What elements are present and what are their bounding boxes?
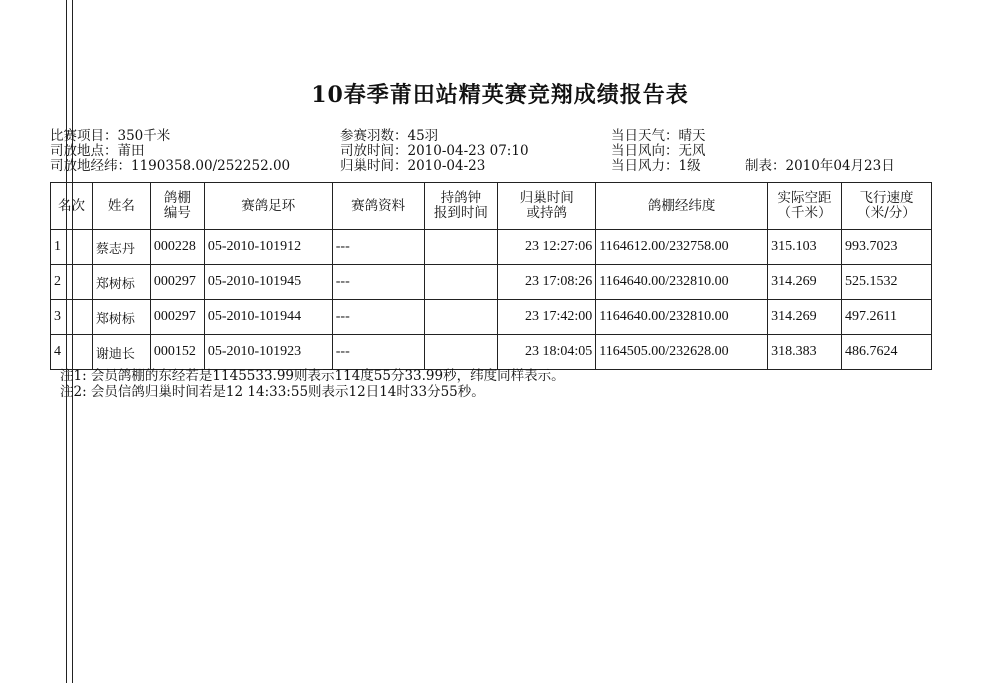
info-release-coords (50, 159, 290, 174)
cell-coords: 1164640.00/232810.00 (596, 265, 768, 300)
cell-coords: 1164505.00/232628.00 (596, 335, 768, 370)
cell-coords: 1164612.00/232758.00 (596, 230, 768, 265)
info-return-time-value: 2010-04-23 (407, 158, 486, 174)
info-event-label: 比赛项目： (50, 128, 118, 144)
column-header: 姓名 (92, 183, 150, 230)
column-header: 鸽棚经纬度 (596, 183, 768, 230)
cell-info: --- (332, 335, 424, 370)
table-header-row (51, 183, 932, 230)
cell-loft: 000297 (150, 300, 204, 335)
cell-info: --- (332, 300, 424, 335)
info-release-time (340, 144, 529, 159)
info-made-date (745, 159, 895, 174)
note-1: 注1: 会员鸽棚的东经若是1145533.99则表示114度55分33.99秒，纬度同样表示。 (60, 368, 565, 384)
cell-clock (424, 335, 498, 370)
cell-distance: 318.383 (768, 335, 842, 370)
info-wind-direction-value: 无风 (678, 143, 706, 159)
cell-name: 郑树标 (92, 265, 150, 300)
column-header: 归巢时间 或持鸽 (498, 183, 596, 230)
cell-rank: 2 (51, 265, 93, 300)
info-wind-force-value: 1级 (678, 158, 701, 174)
column-header: 飞行速度 （米/分） (842, 183, 932, 230)
info-event-value: 350千米 (117, 128, 171, 144)
table-row (51, 265, 932, 300)
info-release-place-value: 莆田 (117, 143, 145, 159)
info-wind-direction (611, 144, 706, 159)
note-2: 注2: 会员信鸽归巢时间若是12 14:33:55则表示12日14时33分55秒。 (60, 384, 485, 400)
info-wind-force-label: 当日风力： (611, 158, 679, 174)
info-return-time (340, 159, 485, 174)
table-row (51, 230, 932, 265)
cell-rank: 3 (51, 300, 93, 335)
cell-loft: 000152 (150, 335, 204, 370)
table-row (51, 300, 932, 335)
info-release-time-value: 2010-04-23 07:10 (407, 143, 529, 159)
cell-ring: 05-2010-101912 (204, 230, 332, 265)
cell-info: --- (332, 230, 424, 265)
column-header: 赛鸽资料 (332, 183, 424, 230)
cell-rank: 1 (51, 230, 93, 265)
info-event (50, 129, 170, 144)
cell-info: --- (332, 265, 424, 300)
cell-arrival: 23 12:27:06 (498, 230, 596, 265)
cell-arrival: 23 17:42:00 (498, 300, 596, 335)
cell-ring: 05-2010-101945 (204, 265, 332, 300)
column-header: 实际空距 （千米） (768, 183, 842, 230)
column-header: 名次 (51, 183, 93, 230)
cell-speed: 486.7624 (842, 335, 932, 370)
cell-clock (424, 230, 498, 265)
cell-speed: 993.7023 (842, 230, 932, 265)
info-wind-direction-label: 当日风向： (611, 143, 679, 159)
info-release-coords-label: 司放地经纬： (50, 158, 131, 174)
cell-clock (424, 265, 498, 300)
cell-distance: 315.103 (768, 230, 842, 265)
info-wind-force (611, 159, 701, 174)
info-release-place-label: 司放地点： (50, 143, 118, 159)
column-header: 鸽棚 编号 (150, 183, 204, 230)
cell-name: 郑树标 (92, 300, 150, 335)
notes (60, 368, 565, 400)
cell-name: 蔡志丹 (92, 230, 150, 265)
cell-loft: 000297 (150, 265, 204, 300)
cell-distance: 314.269 (768, 265, 842, 300)
report-title: 10春季莆田站精英赛竞翔成绩报告表 (311, 82, 689, 108)
cell-name: 谢迪长 (92, 335, 150, 370)
cell-speed: 497.2611 (842, 300, 932, 335)
info-entries-value: 45羽 (407, 128, 439, 144)
info-made-label: 制表： (745, 158, 786, 174)
cell-arrival: 23 18:04:05 (498, 335, 596, 370)
cell-ring: 05-2010-101923 (204, 335, 332, 370)
column-header: 持鸽钟 报到时间 (424, 183, 498, 230)
info-weather-label: 当日天气： (611, 128, 679, 144)
info-weather (611, 129, 706, 144)
cell-clock (424, 300, 498, 335)
table-body (51, 230, 932, 370)
info-entries (340, 129, 438, 144)
table-row (51, 335, 932, 370)
info-release-place (50, 144, 145, 159)
cell-speed: 525.1532 (842, 265, 932, 300)
cell-coords: 1164640.00/232810.00 (596, 300, 768, 335)
info-return-time-label: 归巢时间： (340, 158, 408, 174)
column-header: 赛鸽足环 (204, 183, 332, 230)
cell-rank: 4 (51, 335, 93, 370)
cell-ring: 05-2010-101944 (204, 300, 332, 335)
cell-loft: 000228 (150, 230, 204, 265)
info-weather-value: 晴天 (678, 128, 706, 144)
info-entries-label: 参赛羽数： (340, 128, 408, 144)
results-table (50, 182, 932, 370)
cell-distance: 314.269 (768, 300, 842, 335)
info-release-coords-value: 1190358.00/252252.00 (131, 158, 291, 174)
info-release-time-label: 司放时间： (340, 143, 408, 159)
info-made-value: 2010年04月23日 (785, 158, 895, 174)
cell-arrival: 23 17:08:26 (498, 265, 596, 300)
